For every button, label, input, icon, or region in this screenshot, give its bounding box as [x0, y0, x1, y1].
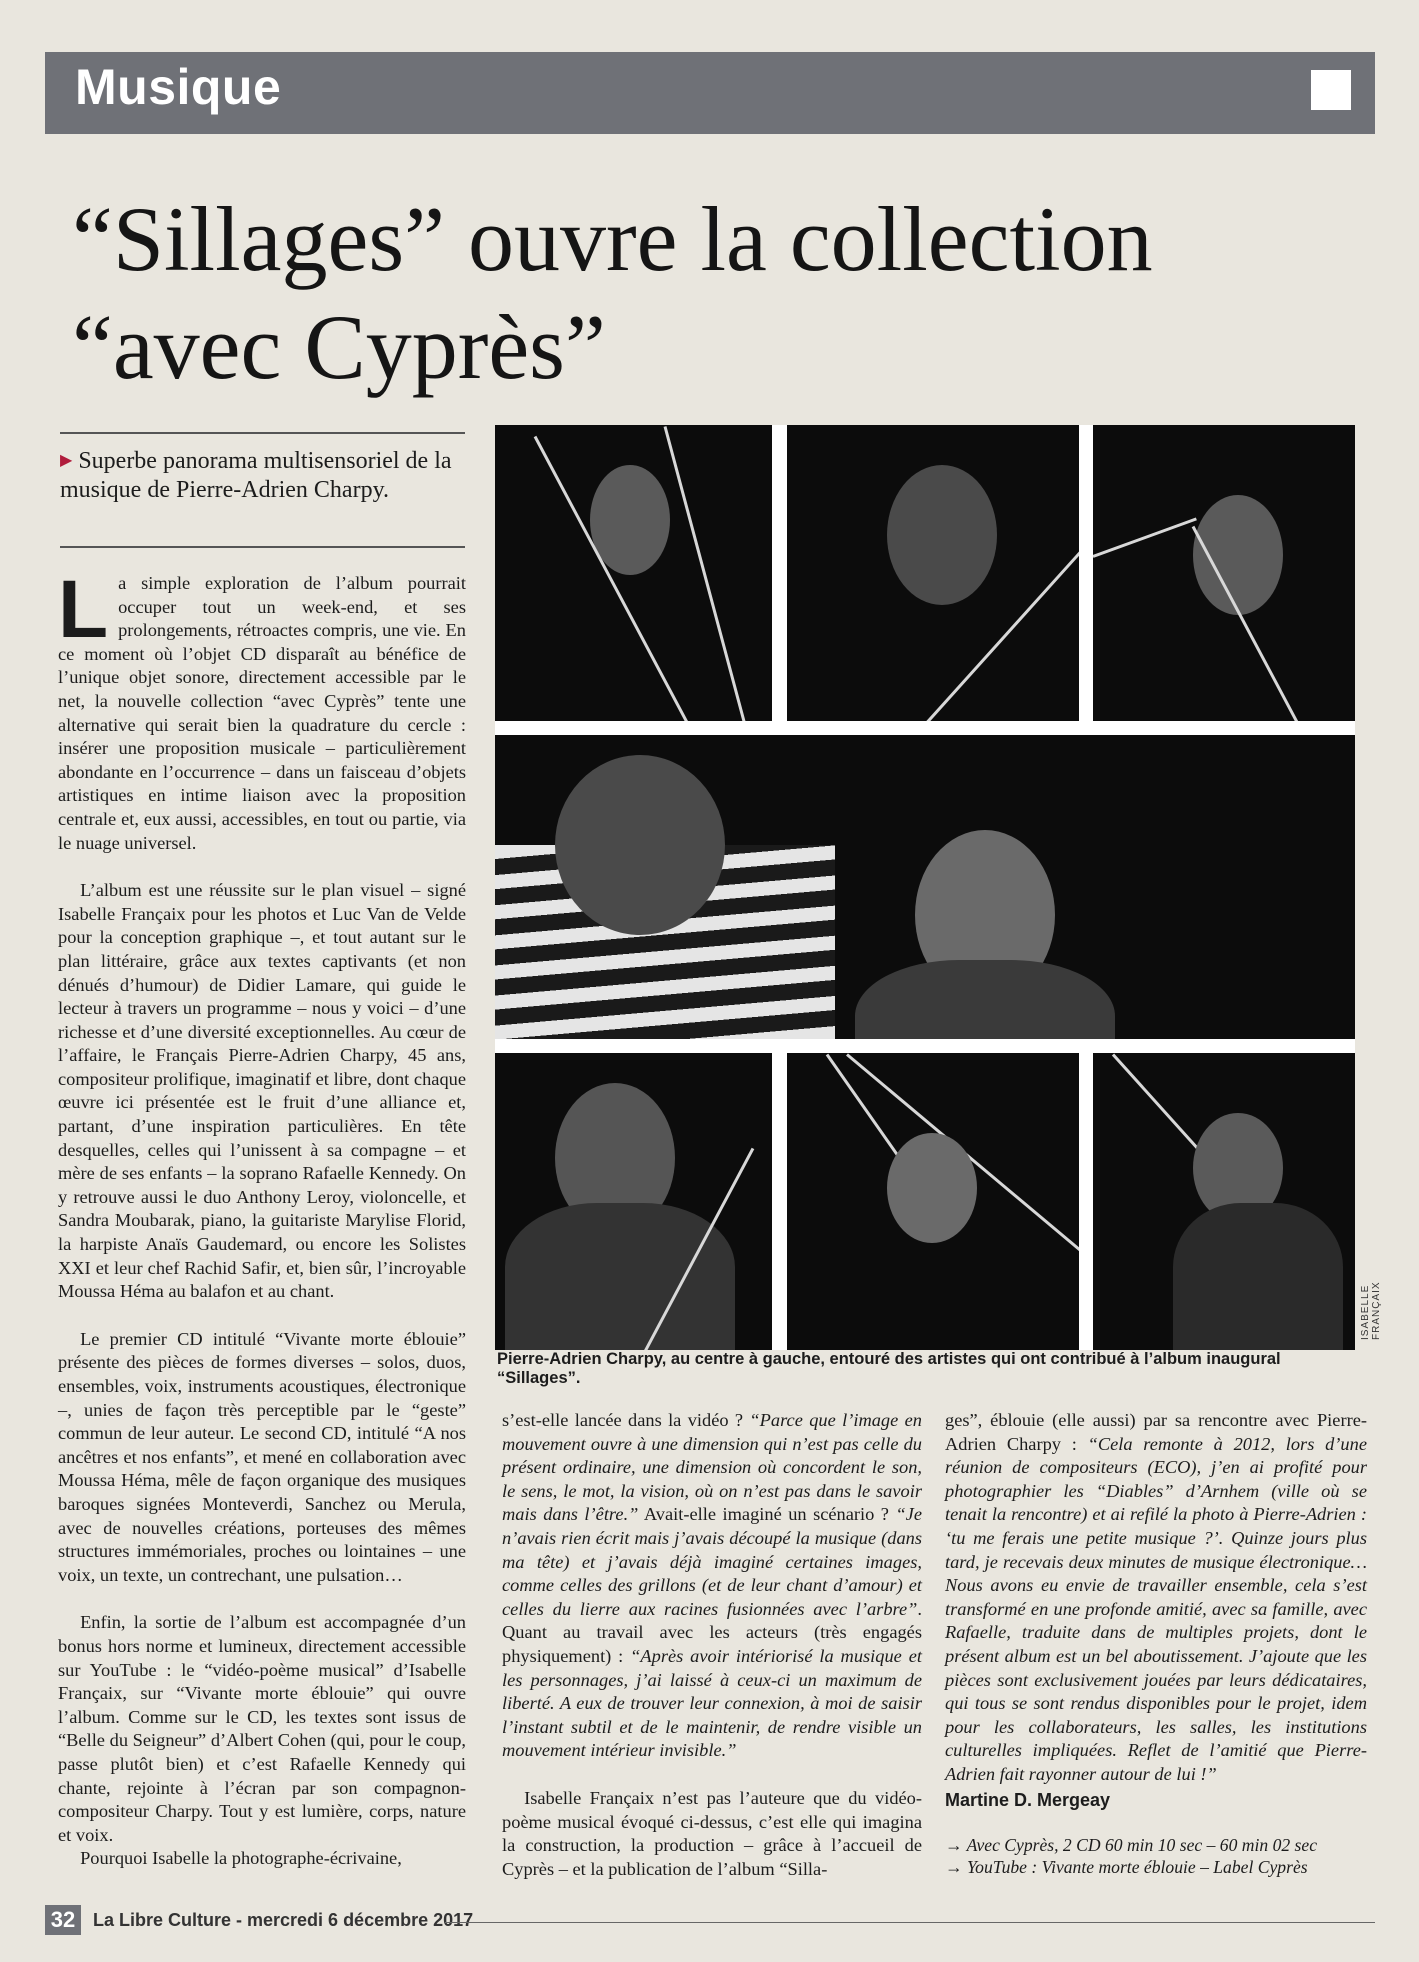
paragraph-1: [58, 564, 466, 855]
headline: [72, 185, 1322, 401]
info-links: [945, 1834, 1367, 1878]
section-header: [45, 52, 1375, 134]
photo-woman-smiling: [1093, 425, 1355, 721]
lede-text: Superbe panorama multisensoriel de la musique de Pierre-Adrien Charpy.: [60, 448, 452, 503]
p8-start: ges”, éblouie (elle aussi) par sa rencontre avec Pierre-Adrien Charpy :: [945, 1410, 1367, 1454]
paragraph-8: [945, 1409, 1367, 1787]
info-link-youtube: → YouTube : Vivante morte éblouie – Label Cyprès: [945, 1857, 1308, 1878]
p6-quote-3: “Après avoir intériorisé la musique et les personnages, j’ai laissé à ceux-ci un maximum de liberté. A eux de trouver leur connexion, à moi de saisir l’instant subtil et de le maintenir, de rendre visible un mouvement intérieur invisible.”: [502, 1645, 922, 1761]
lede-rule-top: [60, 432, 465, 434]
p6-start: s’est-elle lancée dans la vidéo ?: [502, 1410, 750, 1430]
photo-bearded-man: [495, 1053, 772, 1350]
paragraph-4: Enfin, la sortie de l’album est accompagnée d’un bonus hors norme et lumineux, directement accessible sur YouTube : le “vidéo-poème musical” d’Isabelle Françaix, sur “Vivante morte éblouie” qui ouvre l’album. Comme sur le CD, les textes sont issus de “Belle du Seigneur” d’Albert Cohen (qui, pour le coup, passe plutôt bien) et c’est Rafaelle Kennedy qui chante, rejointe à l’écran par son compagnon-compositeur Charpy. Tout y est lumière, corps, nature et voix.: [58, 1612, 466, 1845]
photo-man-scarf: [1093, 1053, 1355, 1350]
triangle-bullet-icon: ▶: [60, 452, 73, 469]
p8-quote: “Cela remonte à 2012, lors d’une réunion de compositeurs (ECO), j’en ai profité pour photographier les “Diables” d’Arnhem (ville où se tenait la rencontre) et ai refilé la photo à Pierre-Adrien : ‘tu me ferais une petite musique ?’. Quinze jours plus tard, je recevais deux minutes de musique électronique… Nous avons eu envie de travailler ensemble, cela s’est transformé en une profonde amitié, avec sa famille, avec Rafaelle, traduite dans de multiples projets, dont le présent album est un bel aboutissement. J’ajoute que les pièces sont exclusivement jouées par leurs dédicataires, qui tous se sont rendus disponibles pour le projet, idem pour les collaborateurs, les salles, les institutions culturelles impliquées. Reflet de l’amitié que Pierre-Adrien fait rayonner autour de lui !”: [945, 1433, 1367, 1784]
lede: [60, 446, 465, 505]
photo-caption: Pierre-Adrien Charpy, au centre à gauche, entouré des artistes qui ont contribué à l’album inaugural “Sillages”.: [497, 1350, 1281, 1387]
p6-quote-1: “Parce que l’image en mouvement ouvre à une dimension qui n’est pas celle du présent ordinaire, une dimension où concordent le son, le sens, le mot, la vision, où on n’est pas dans le savoir mais dans l’être.”: [502, 1410, 922, 1525]
paragraph-3: Le premier CD intitulé “Vivante morte éblouie” présente des pièces de formes diverses – solos, duos, ensembles, voix, instruments acoustiques, électronique –, unies de façon très perceptible par le “geste” commun de leur auteur. Le second CD, intitulé “A nos ancêtres et nos enfants”, et mené en collaboration avec Moussa Héma, mêle de façon organique des musiques baroques signées Monteverdi, Sanchez ou Merula, avec de nouvelles créations, porteuses des mêmes structures immémoriales, proches ou lointaines – une voix, un texte, un contrechant, une pulsation…: [58, 1328, 466, 1585]
p6-mid-2: . Quant au travail avec les acteurs (très engagés physiquement) :: [502, 1598, 922, 1666]
paragraph-5: Pourquoi Isabelle la photographe-écrivaine,: [80, 1848, 402, 1869]
photo-man-dark-hair: [787, 425, 1079, 721]
article-column-3: [945, 1409, 1367, 1878]
paragraph-6: [502, 1409, 922, 1763]
article-column-1: [58, 564, 466, 1895]
section-label: Musique: [75, 59, 282, 115]
photo-composer-center: [495, 735, 1355, 1039]
footer-rule: [445, 1922, 1375, 1923]
headline-line1: “Sillages” ouvre la collection: [72, 188, 1153, 290]
page-number: 32: [45, 1905, 81, 1935]
photo-credit: ISABELLE FRANÇAIX: [1360, 1281, 1382, 1340]
page-footer: [45, 1905, 1375, 1939]
drop-cap: L: [58, 564, 109, 655]
p6-quote-2: “Je n’avais rien écrit mais j’avais découpé la musique (dans ma tête) et j’avais déjà imaginé certaines images, comme celles des grillons (et de leur chant d’amour) et celles du lierre aux racines fusionnées avec l’arbre”: [502, 1504, 923, 1619]
photo-collage: [495, 425, 1355, 1350]
headline-line2: “avec Cyprès”: [72, 296, 606, 398]
paragraph-2: L’album est une réussite sur le plan visuel – signé Isabelle Françaix pour les photos et Luc Van de Velde pour la conception graphique –, et tout autant sur le plan littéraire, grâce aux textes captivants (et non dénués d’humour) de Didier Lamare, qui guide le lecteur à travers un programme – nous y voici – d’une richesse et d’une diversité exceptionnelles. Au cœur de l’affaire, le Français Pierre-Adrien Charpy, 45 ans, compositeur prolifique, imaginatif et libre, dont chaque œuvre ici présentée est le fruit d’une alliance et, partant, d’une inspiration particulières. En tête desquelles, celles qui l’unissent à sa compagne – et mère de ses enfants – la soprano Rafaelle Kennedy. On y retrouve aussi le duo Anthony Leroy, violoncelle, et Sandra Moubarak, piano, la guitariste Marylise Florid, la harpiste Anaïs Gaudemard, ou encore les Solistes XXI et leur chef Rachid Safir, et, bien sûr, l’incroyable Moussa Héma au balafon et au chant.: [58, 880, 466, 1302]
paragraph-7: Isabelle Françaix n’est pas l’auteure que du vidéo-poème musical évoqué ci-dessus, c’est elle qui imagina la construction, la production – grâce à l’accueil de Cyprès – et la publication de l’album “Silla-: [502, 1787, 922, 1879]
article-column-2: [502, 1409, 922, 1905]
author-signature: Martine D. Mergeay: [945, 1789, 1111, 1810]
p6-mid: Avait-elle imaginé un scénario ?: [638, 1504, 896, 1525]
paragraph-1-text: a simple exploration de l’album pourrait occuper tout un week-end, et ses prolongements, rétroactes compris, une vie. En ce moment où l’objet CD disparaît au bénéfice de l’unique objet sonore, directement accessible par le net, la nouvelle collection “avec Cyprès” tente une alternative qui serait bien la quadrature du cercle : insérer une proposition musicale – particulièrement abondante en l’occurrence – dans un faisceau d’objets artistiques en intime liaison avec la proposition centrale et, eux aussi, accessibles, en tout ou partie, via le nuage universel.: [58, 573, 466, 853]
section-square-icon: [1311, 70, 1351, 110]
lede-rule-bottom: [60, 546, 465, 548]
photo-woman-looking-up: [495, 425, 772, 721]
footer-text: La Libre Culture - mercredi 6 décembre 2017: [93, 1910, 474, 1930]
photo-woman-glasses: [787, 1053, 1079, 1350]
info-link-cd: → Avec Cyprès, 2 CD 60 min 10 sec – 60 min 02 sec: [945, 1835, 1318, 1856]
